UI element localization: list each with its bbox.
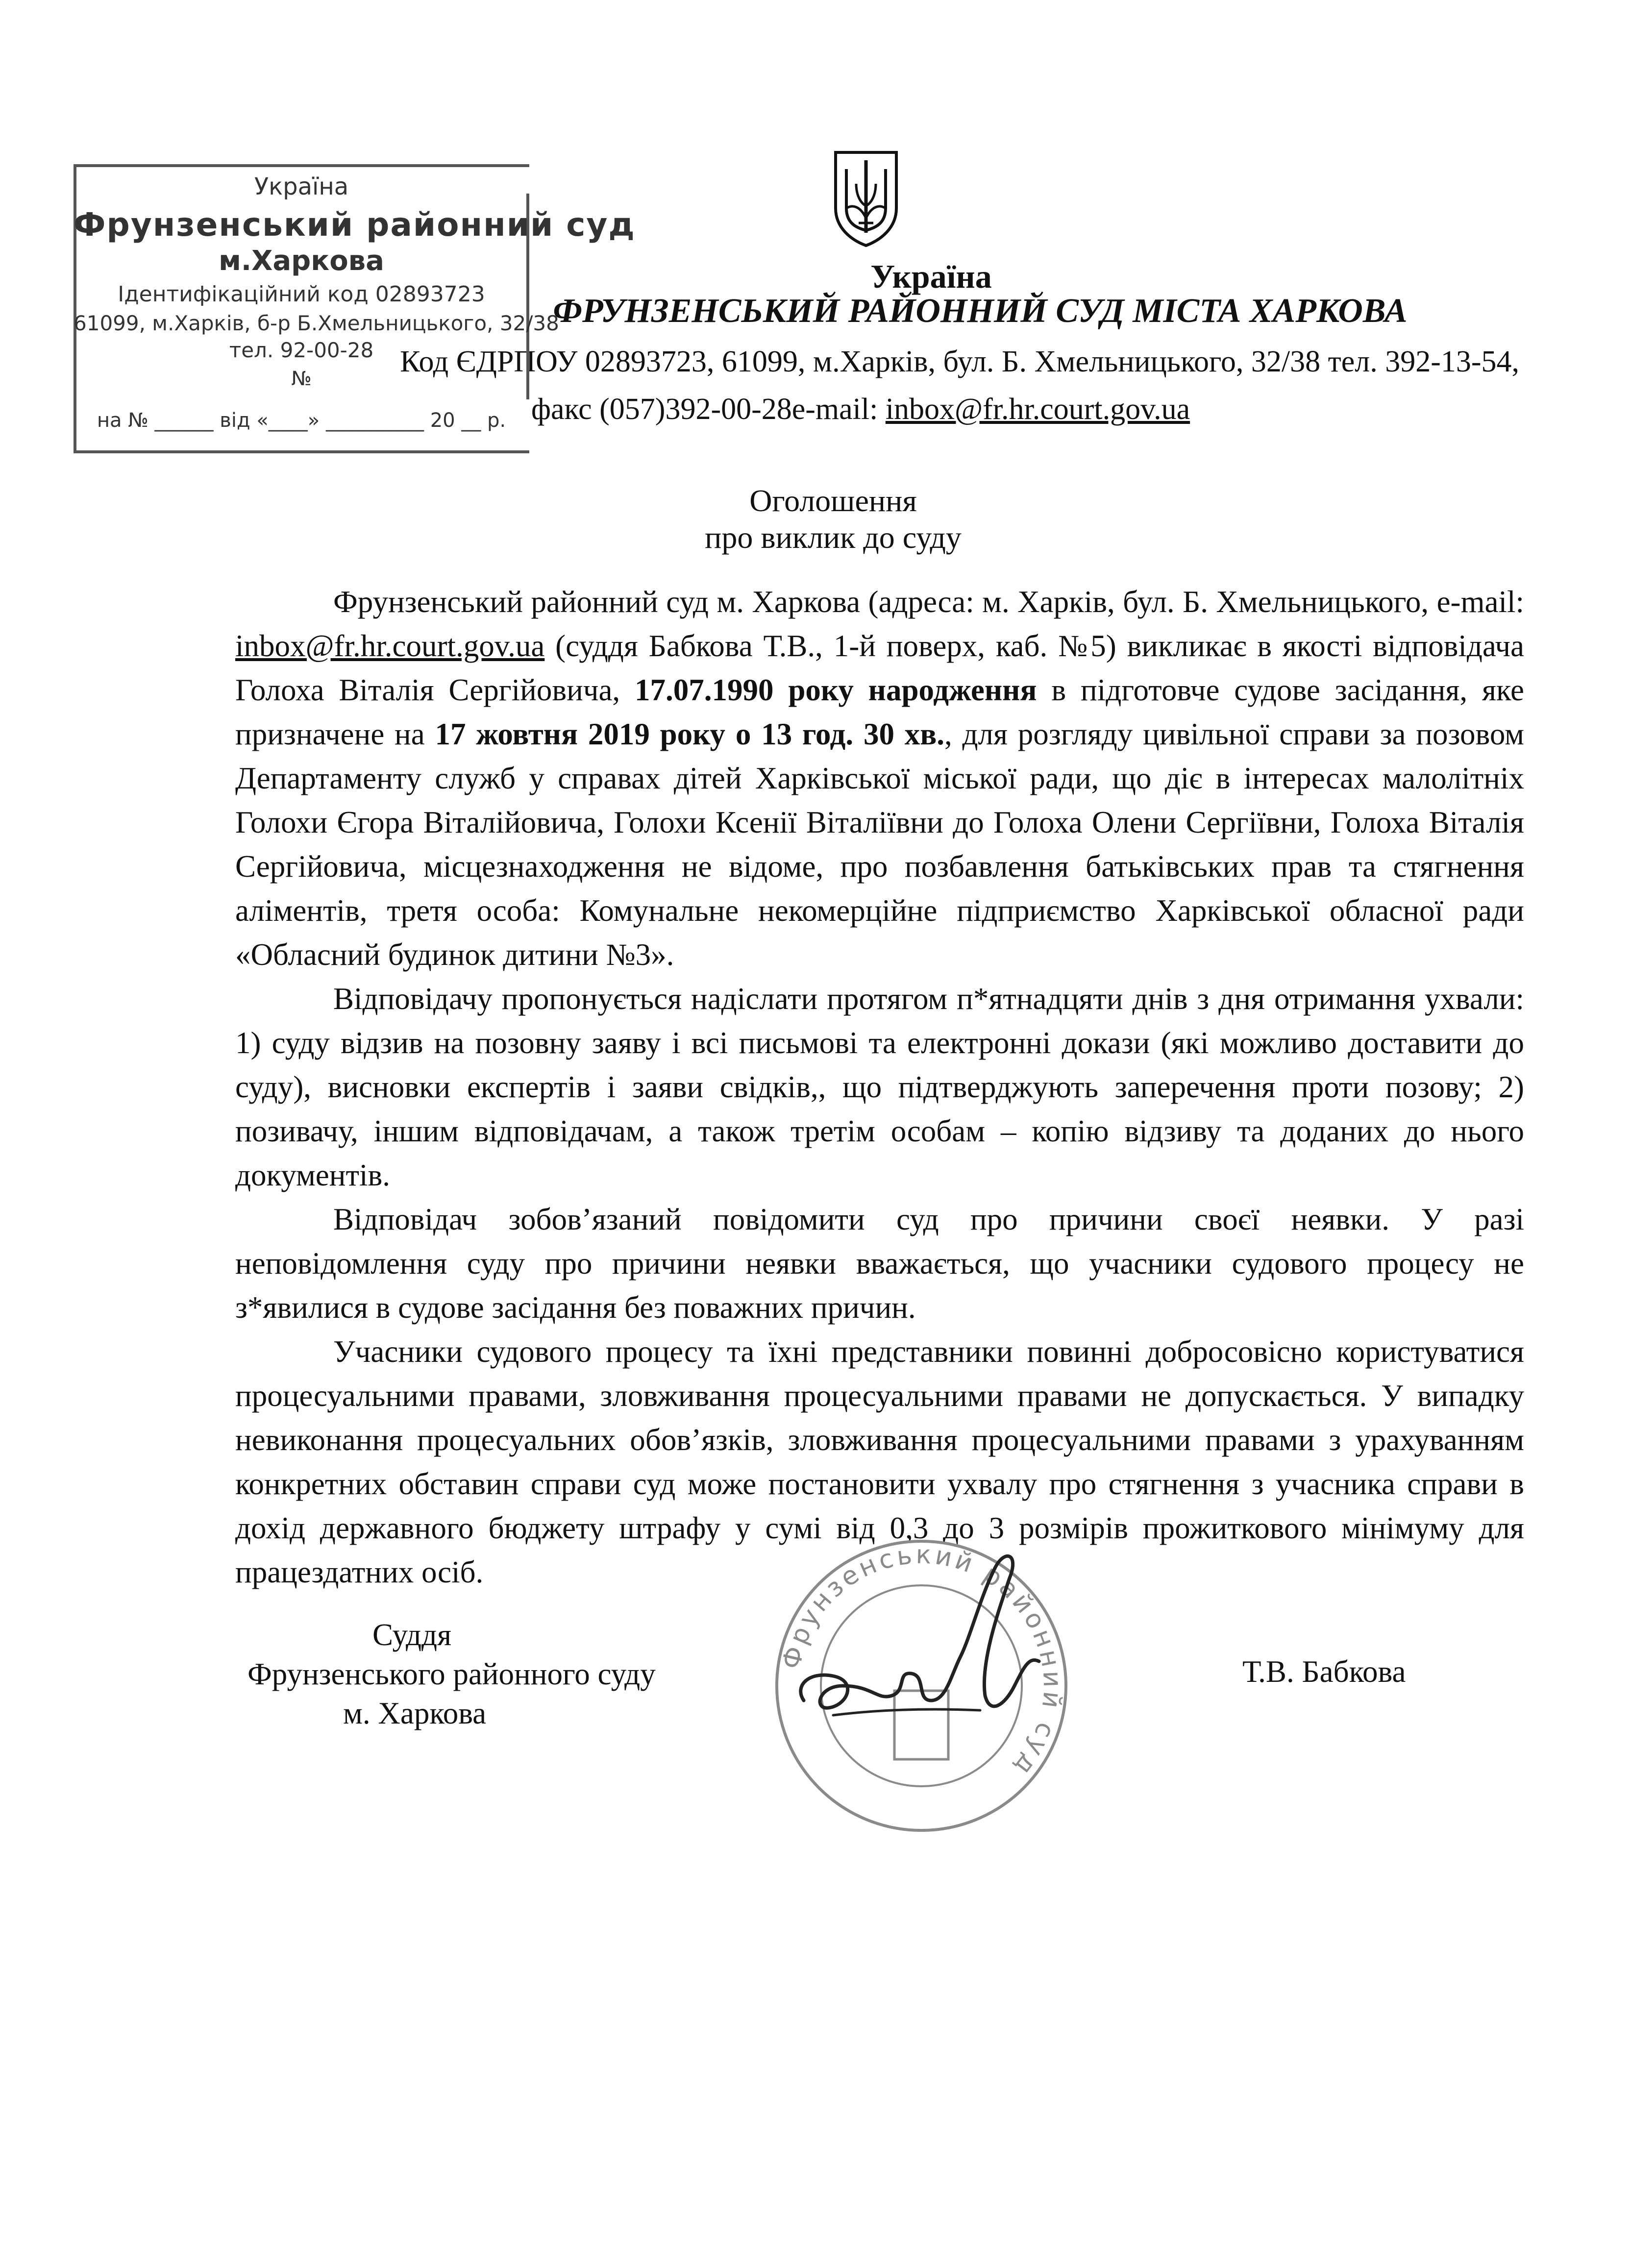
paragraph-summons-text-a: Фрунзенський районний суд м. Харкова (адреса: м. Харків, бул. Б. Хмельницького, e-mail: [333,585,1524,619]
stamp-line-phone: тел. 92-00-28 [229,338,374,362]
header-fax-line [490,392,1231,427]
paragraph-summons-text-b: (суддя Бабкова Т.В., 1-й поверх, каб. №5) викликає в якості відповідача Голоха Віталія Сергійовича, [235,629,1524,707]
stamp-line-city: м.Харкова [219,245,384,277]
paragraph-summons [235,580,1524,977]
header-code-line: Код ЄДРПОУ 02893723, 61099, м.Харків, бул. Б. Хмельницького, 32/38 тел. 392-13-54, [400,345,1519,378]
signature-title-judge: Суддя [372,1618,452,1652]
paragraph-absence: Відповідач зобов’язаний повідомити суд про причини своєї неявки. У разі неповідомлення суду про причини неявки вважається, що учасники судового процесу не з*явилися в судове засідання без поважних причин. [235,1202,1524,1325]
signature-title-court: Фрунзенського районного суду [247,1657,656,1691]
handwritten-signature-icon [774,1539,1088,1774]
paragraph-summons-text-d: , для розгляду цивільної справи за позовом Департаменту служб у справах дітей Харківської міської ради, що діє в інтересах малолітніх Голохи Єгора Віталійовича, Голохи Ксенії Віталіївни до Голоха Олени Сергіївни, Голоха Віталія Сергійовича, місцезнаходження не відоме, про позбавлення батьківських прав та стягнення аліментів, третя особа: Комунальне некомерційне підприємство Харківської обласної ради «Обласний будинок дитини №3». [235,717,1524,972]
document-subtitle: про виклик до суду [705,520,962,555]
stamp-line-country: Україна [254,173,349,200]
stamp-border-bottom [74,450,529,453]
paragraph-response: Відповідачу пропонується надіслати протягом п*ятнадцяти днів з дня отримання ухвали: 1) суду відзив на позовну заяву і всі письмові та електронні докази (які можливо доставити до суду), висновки експертів і заяви свідків,, що підтверджують заперечення проти позову; 2) позивачу, іншим відповідачам, а також третім особам – копію відзиву та доданих до нього документів. [235,982,1524,1192]
registration-stamp [74,164,636,453]
birth-date: 17.07.1990 року народження [635,673,1037,707]
header-fax-text: факс (057)392-00-28e-mail: [531,393,886,426]
document-body [235,580,1524,1594]
stamp-line-number: № [291,368,312,390]
header-email-link[interactable]: inbox@fr.hr.court.gov.ua [885,393,1190,426]
header-country: Україна [870,258,992,295]
document-title: Оголошення [749,483,917,518]
signature-title-city: м. Харкова [343,1696,487,1730]
stamp-border-top [74,164,529,167]
stamp-line-id-code: Ідентифікаційний код 02893723 [118,282,485,307]
stamp-line-court: Фрунзенський районний суд [74,206,636,244]
paragraph-participants: Учасники судового процесу та їхні представники повинні добросовісно користуватися процесуальними правами, зловживання процесуальними правами не допускається. У випадку невиконання процесуальних обов’язків, зловживання процесуальними правами з урахуванням конкретних обставин справи суд може постановити ухвалу про стягнення з учасника справи в дохід державного бюджету штрафу у сумі від 0,3 до 3 розмірів прожиткового мінімуму для працездатних осіб. [235,1334,1524,1589]
hearing-date: 17 жовтня 2019 року о 13 год. 30 хв. [435,717,944,751]
stamp-line-address: 61099, м.Харків, б-р Б.Хмельницького, 32/38 [74,311,559,335]
header-court-name: ФРУНЗЕНСЬКИЙ РАЙОННИЙ СУД МІСТА ХАРКОВА [553,292,1408,330]
paragraph-summons-text-c: в підготовче судове засідання, яке призначене на [235,673,1524,751]
stamp-line-reference: на № ______ від «____» __________ 20 __ р. [97,409,506,432]
body-email-link[interactable]: inbox@fr.hr.court.gov.ua [235,629,545,663]
round-seal-text: Фрунзенський районний суд [776,1540,1067,1783]
signature-judge-name: Т.В. Бабкова [1242,1654,1406,1689]
coat-of-arms-icon [832,149,900,247]
